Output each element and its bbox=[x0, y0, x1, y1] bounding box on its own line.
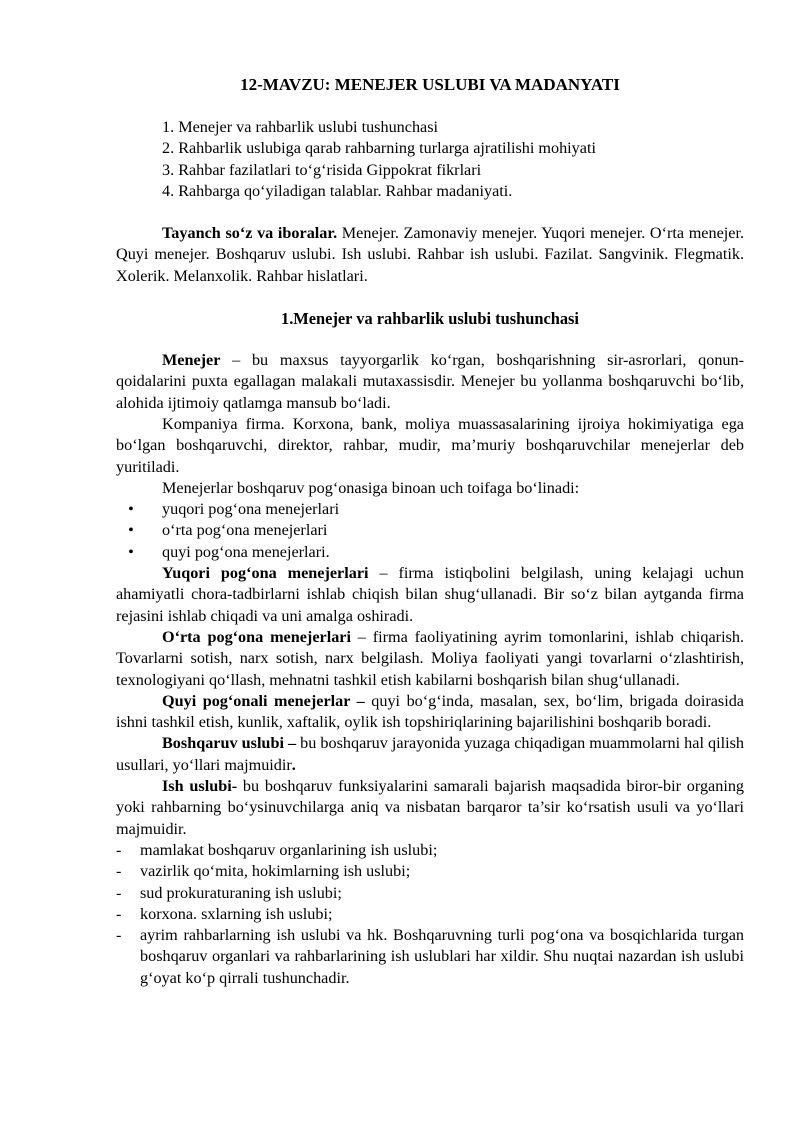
definition-orta: – firma faoliyatining ayrim tomonlarini, ishlab chiqarish. Tovarlarni sotish, narx sotish, narx belgilash. Moliya faoliyati yangi tovarlarni o‘zlashtirish, texnologiyani qo‘llash, mehnatni tashkil etish kabilarni boshqarish bilan shug‘ullanadi. bbox=[116, 627, 745, 689]
definition-quyi: quyi bo‘g‘inda, masalan, sex, bo‘lim, brigada doirasida ishni tashkil etish, kunlik, xaftalik, oylik ish topshiriqlarining bajarilishini boshqarib boradi. bbox=[116, 691, 744, 732]
list-item bbox=[116, 925, 744, 989]
list-item bbox=[128, 542, 744, 563]
list-item bbox=[128, 520, 744, 541]
definition-ish-uslubi: bu boshqaruv funksiyalarini samarali bajarish maqsadida biror-bir organing yoki rahbarning bo‘ysinuvchilarga aniq va nisbatan barqaror ta’sir ko‘rsatish usuli va yo‘llari majmuidir. bbox=[116, 777, 745, 838]
list-item-text: sud prokuraturaning ish uslubi; bbox=[140, 883, 342, 902]
term-boshqaruv-uslubi: Boshqaruv uslubi – bbox=[162, 734, 297, 753]
bullet-icon: • bbox=[128, 500, 134, 519]
bullet-icon: • bbox=[128, 521, 134, 540]
definition-boshqaruv-uslubi: bu boshqaruv jarayonida yuzaga chiqadigan muammolarni hal qilish usullari, yo‘llari majmuidir bbox=[116, 734, 745, 774]
topic-outline bbox=[116, 117, 744, 202]
list-item bbox=[116, 861, 744, 882]
term-quyi: Quyi pog‘onali menejerlar – bbox=[162, 691, 365, 710]
keywords-lead: Tayanch so‘z va iboralar. bbox=[162, 224, 338, 243]
list-item-text: o‘rta pog‘ona menejerlari bbox=[162, 521, 328, 540]
paragraph-ish-uslubi bbox=[116, 776, 744, 840]
keywords-text: Menejer. Zamonaviy menejer. Yuqori menejer. O‘rta menejer. Quyi menejer. Boshqaruv uslubi. Ish uslubi. Rahbar ish uslubi. Fazilat. Sangvinik. Flegmatik. Xolerik. Melanxolik. Rahbar hislatlari. bbox=[116, 224, 744, 285]
list-item-text: vazirlik qo‘mita, hokimlarning ish uslubi; bbox=[140, 862, 411, 881]
paragraph-kompaniya: Kompaniya firma. Korxona, bank, moliya muassasalarining ijroiya hokimiyatiga ega bo‘lgan boshqaruvchi, direktor, rahbar, mudir, ma’muriy boshqaruvchilar menejerlar deb yuritiladi. bbox=[116, 414, 744, 476]
term-ish-uslubi: Ish uslubi- bbox=[162, 777, 238, 796]
document-title: 12-MAVZU: MENEJER USLUBI VA MADANYATI bbox=[240, 75, 620, 94]
list-item-text: korxona. sxlarning ish uslubi; bbox=[140, 904, 333, 923]
list-item-text: ayrim rahbarlarning ish uslubi va hk. Boshqaruvning turli pog‘ona va bosqichlarida turgan boshqaruv organlari va rahbarlarining ish uslublari har xildir. Shu nuqtai nazardan ish uslubi g‘oyat ko‘p qirrali tushunchadir. bbox=[140, 926, 744, 987]
work-style-list bbox=[116, 840, 744, 989]
outline-item: 3. Rahbar fazilatlari to‘g‘risida Gippokrat fikrlari bbox=[162, 160, 482, 179]
bullet-icon: • bbox=[128, 542, 134, 561]
definition-menejer: – bu maxsus tayyorgarlik ko‘rgan, boshqarishning sir-asrorlari, qonun-qoidalarini puxta egallagan malakali mutaxassisdir. Menejer bu yollanma boshqaruvchi bo‘lib, alohida ijtimoiy qatlamga mansub bo‘ladi. bbox=[116, 351, 744, 412]
definition-yuqori: – firma istiqbolini belgilash, uning kelajagi uchun ahamiyatli chora-tadbirlarni ishlab chiqish bilan shug‘ullanadi. Bir so‘z bilan aytganda firma rejasini ishlab chiqadi va uni amalga oshiradi. bbox=[116, 564, 744, 625]
dash-marker: - bbox=[116, 883, 122, 902]
list-item bbox=[116, 840, 744, 861]
outline-item: 4. Rahbarga qo‘yiladigan talablar. Rahbar madaniyati. bbox=[162, 181, 513, 200]
list-item-text: yuqori pog‘ona menejerlari bbox=[162, 500, 340, 519]
section-title: 1.Menejer va rahbarlik uslubi tushunchasi bbox=[281, 309, 579, 329]
dash-marker: - bbox=[116, 926, 122, 945]
keywords-paragraph bbox=[116, 223, 744, 287]
paragraph-quyi bbox=[116, 691, 744, 734]
manager-levels-list bbox=[116, 499, 744, 563]
list-item-text: mamlakat boshqaruv organlarining ish uslubi; bbox=[140, 840, 438, 859]
paragraph-boshqaruv-uslubi bbox=[116, 733, 744, 776]
list-item-text: quyi pog‘ona menejerlari. bbox=[162, 542, 330, 561]
paragraph-orta bbox=[116, 627, 744, 691]
paragraph-yuqori bbox=[116, 563, 744, 627]
term-menejer: Menejer bbox=[162, 351, 221, 370]
paragraph-menejer bbox=[116, 350, 744, 414]
list-item bbox=[116, 904, 744, 925]
term-orta: O‘rta pog‘ona menejerlari bbox=[162, 627, 351, 646]
list-item bbox=[116, 883, 744, 904]
paragraph-toifa: Menejerlar boshqaruv pog‘onasiga binoan uch toifaga bo‘linadi: bbox=[162, 478, 580, 497]
dash-marker: - bbox=[116, 862, 122, 881]
definition-end-mark: . bbox=[291, 755, 296, 774]
term-yuqori: Yuqori pog‘ona menejerlari bbox=[162, 564, 369, 583]
list-item bbox=[128, 499, 744, 520]
outline-item: 2. Rahbarlik uslubiga qarab rahbarning turlarga ajratilishi mohiyati bbox=[162, 139, 596, 158]
outline-item: 1. Menejer va rahbarlik uslubi tushunchasi bbox=[162, 118, 439, 136]
dash-marker: - bbox=[116, 840, 122, 859]
dash-marker: - bbox=[116, 904, 122, 923]
